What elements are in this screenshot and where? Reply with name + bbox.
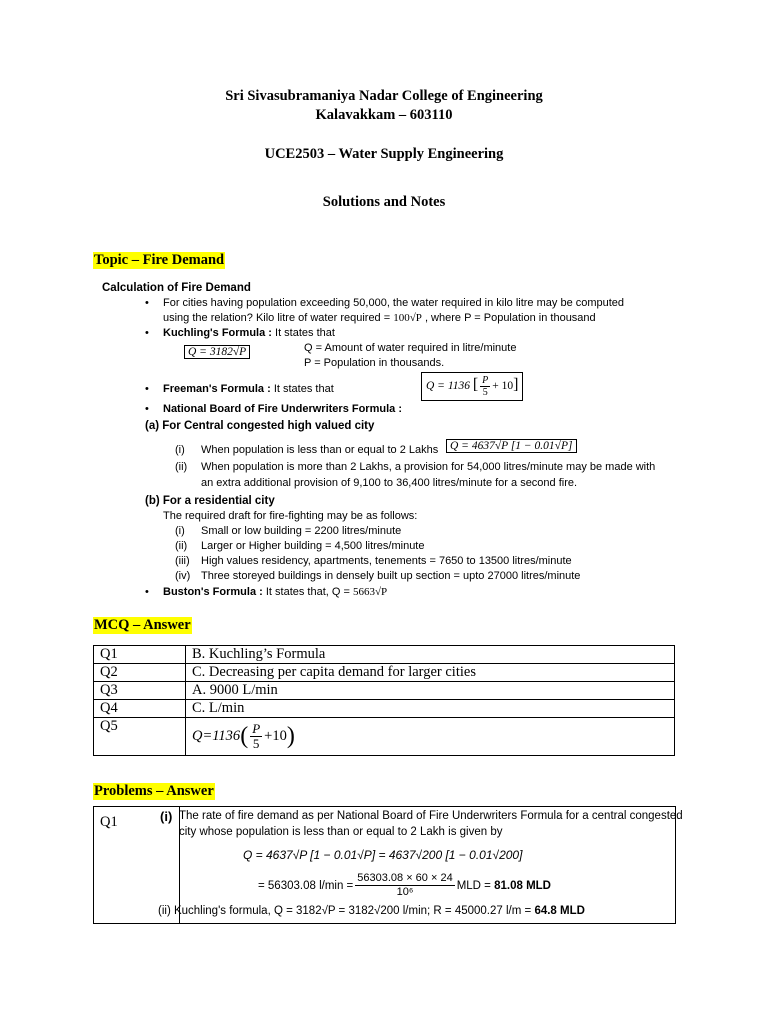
item-number: (ii) bbox=[175, 461, 188, 473]
nbfu-heading: National Board of Fire Underwriters Formula : bbox=[163, 403, 402, 415]
question-cell: Q5 bbox=[94, 718, 186, 756]
topic-heading: Topic – Fire Demand bbox=[94, 252, 225, 268]
calc-title: Calculation of Fire Demand bbox=[102, 282, 251, 294]
answer-cell: C. L/min bbox=[186, 700, 675, 718]
answer-cell: B. Kuchling’s Formula bbox=[186, 646, 675, 664]
item-text: Larger or Higher building = 4,500 litres/minute bbox=[201, 540, 425, 552]
kuchling-formula: Q = 3182√P bbox=[184, 345, 250, 359]
item-text: When population is less than or equal to 2 Lakhs bbox=[201, 444, 439, 456]
bullet-icon: • bbox=[145, 383, 149, 395]
section-b-heading: (b) For a residential city bbox=[145, 495, 275, 507]
problem-text: (ii) Kuchling's formula, Q = 3182√P = 3182√200 l/min; R = 45000.27 l/m = 64.8 MLD bbox=[158, 905, 585, 917]
p-definition: P = Population in thousands. bbox=[304, 357, 445, 369]
item-number: (i) bbox=[160, 809, 173, 824]
table-row bbox=[94, 664, 675, 682]
question-cell: Q4 bbox=[94, 700, 186, 718]
document-title: Solutions and Notes bbox=[322, 194, 446, 210]
item-text: High values residency, apartments, tenements = 7650 to 13500 litres/minute bbox=[201, 555, 572, 567]
table-row bbox=[94, 646, 675, 664]
freeman-line: Freeman's Formula : It states that bbox=[163, 383, 334, 395]
mcq-table bbox=[93, 645, 675, 756]
item-text: Three storeyed buildings in densely built up section = upto 27000 litres/minute bbox=[201, 570, 581, 582]
table-row bbox=[94, 682, 675, 700]
bullet-icon: • bbox=[145, 586, 149, 598]
question-cell: Q3 bbox=[94, 682, 186, 700]
text-line: using the relation? Kilo litre of water required = 100√P , where P = Population in thousand bbox=[163, 312, 596, 324]
kuchling-line: Kuchling's Formula : It states that bbox=[163, 327, 335, 339]
question-cell: Q2 bbox=[94, 664, 186, 682]
answer-cell: Q=1136( $\frac{P}{5}$ +10) bbox=[186, 718, 675, 756]
college-address: Kalavakkam – 603110 bbox=[315, 107, 453, 123]
college-name: Sri Sivasubramaniya Nadar College of Engineering bbox=[225, 88, 543, 104]
formula: 100√P bbox=[393, 312, 422, 324]
answer-cell: C. Decreasing per capita demand for larger cities bbox=[186, 664, 675, 682]
nbfu-formula: Q = 4637√P [1 − 0.01√P] bbox=[446, 439, 577, 453]
item-number: (iv) bbox=[175, 570, 191, 582]
section-a-heading: (a) For Central congested high valued city bbox=[145, 420, 375, 432]
table-row bbox=[94, 700, 675, 718]
bullet-icon: • bbox=[145, 297, 149, 309]
item-number: (i) bbox=[175, 444, 185, 456]
problems-heading: Problems – Answer bbox=[94, 783, 214, 799]
text-line: For cities having population exceeding 50,000, the water required in kilo litre may be computed bbox=[163, 297, 625, 309]
bullet-icon: • bbox=[145, 327, 149, 339]
table-row bbox=[94, 718, 675, 756]
section-b-intro: The required draft for fire-fighting may be as follows: bbox=[163, 510, 418, 522]
mcq-heading: MCQ – Answer bbox=[94, 617, 191, 633]
buston-line: Buston's Formula : It states that, Q = 5663√P bbox=[163, 586, 388, 598]
question-cell: Q1 bbox=[94, 646, 186, 664]
item-number: (i) bbox=[175, 525, 185, 537]
equation: Q = 4637√P [1 − 0.01√P] = 4637√200 [1 − 0.01√200] bbox=[243, 848, 523, 862]
question-cell: Q1 bbox=[100, 814, 118, 830]
problem-text: The rate of fire demand as per National Board of Fire Underwriters Formula for a central congested bbox=[179, 810, 683, 822]
item-text: an extra additional provision of 9,100 to 36,400 litres/minute for a second fire. bbox=[201, 477, 578, 489]
course-title: UCE2503 – Water Supply Engineering bbox=[264, 146, 504, 162]
formula: Q=1136 bbox=[192, 727, 241, 744]
equation: = 56303.08 l/min = $\frac{56303.08 \times 60 \times 24}{\text{10⁶}}$ MLD = 81.08 MLD bbox=[258, 872, 551, 898]
freeman-formula: Q = 1136 [ $\frac{P}{5}$ + 10] bbox=[421, 372, 523, 401]
item-number: (iii) bbox=[175, 555, 190, 567]
bullet-icon: • bbox=[145, 403, 149, 415]
item-number: (ii) bbox=[175, 540, 188, 552]
item-text: Small or low building = 2200 litres/minute bbox=[201, 525, 402, 537]
q-definition: Q = Amount of water required in litre/minute bbox=[304, 342, 517, 354]
item-text: When population is more than 2 Lakhs, a provision for 54,000 litres/minute may be made with bbox=[201, 461, 656, 473]
answer-cell: A. 9000 L/min bbox=[186, 682, 675, 700]
problem-text: city whose population is less than or equal to 2 Lakh is given by bbox=[179, 826, 503, 838]
